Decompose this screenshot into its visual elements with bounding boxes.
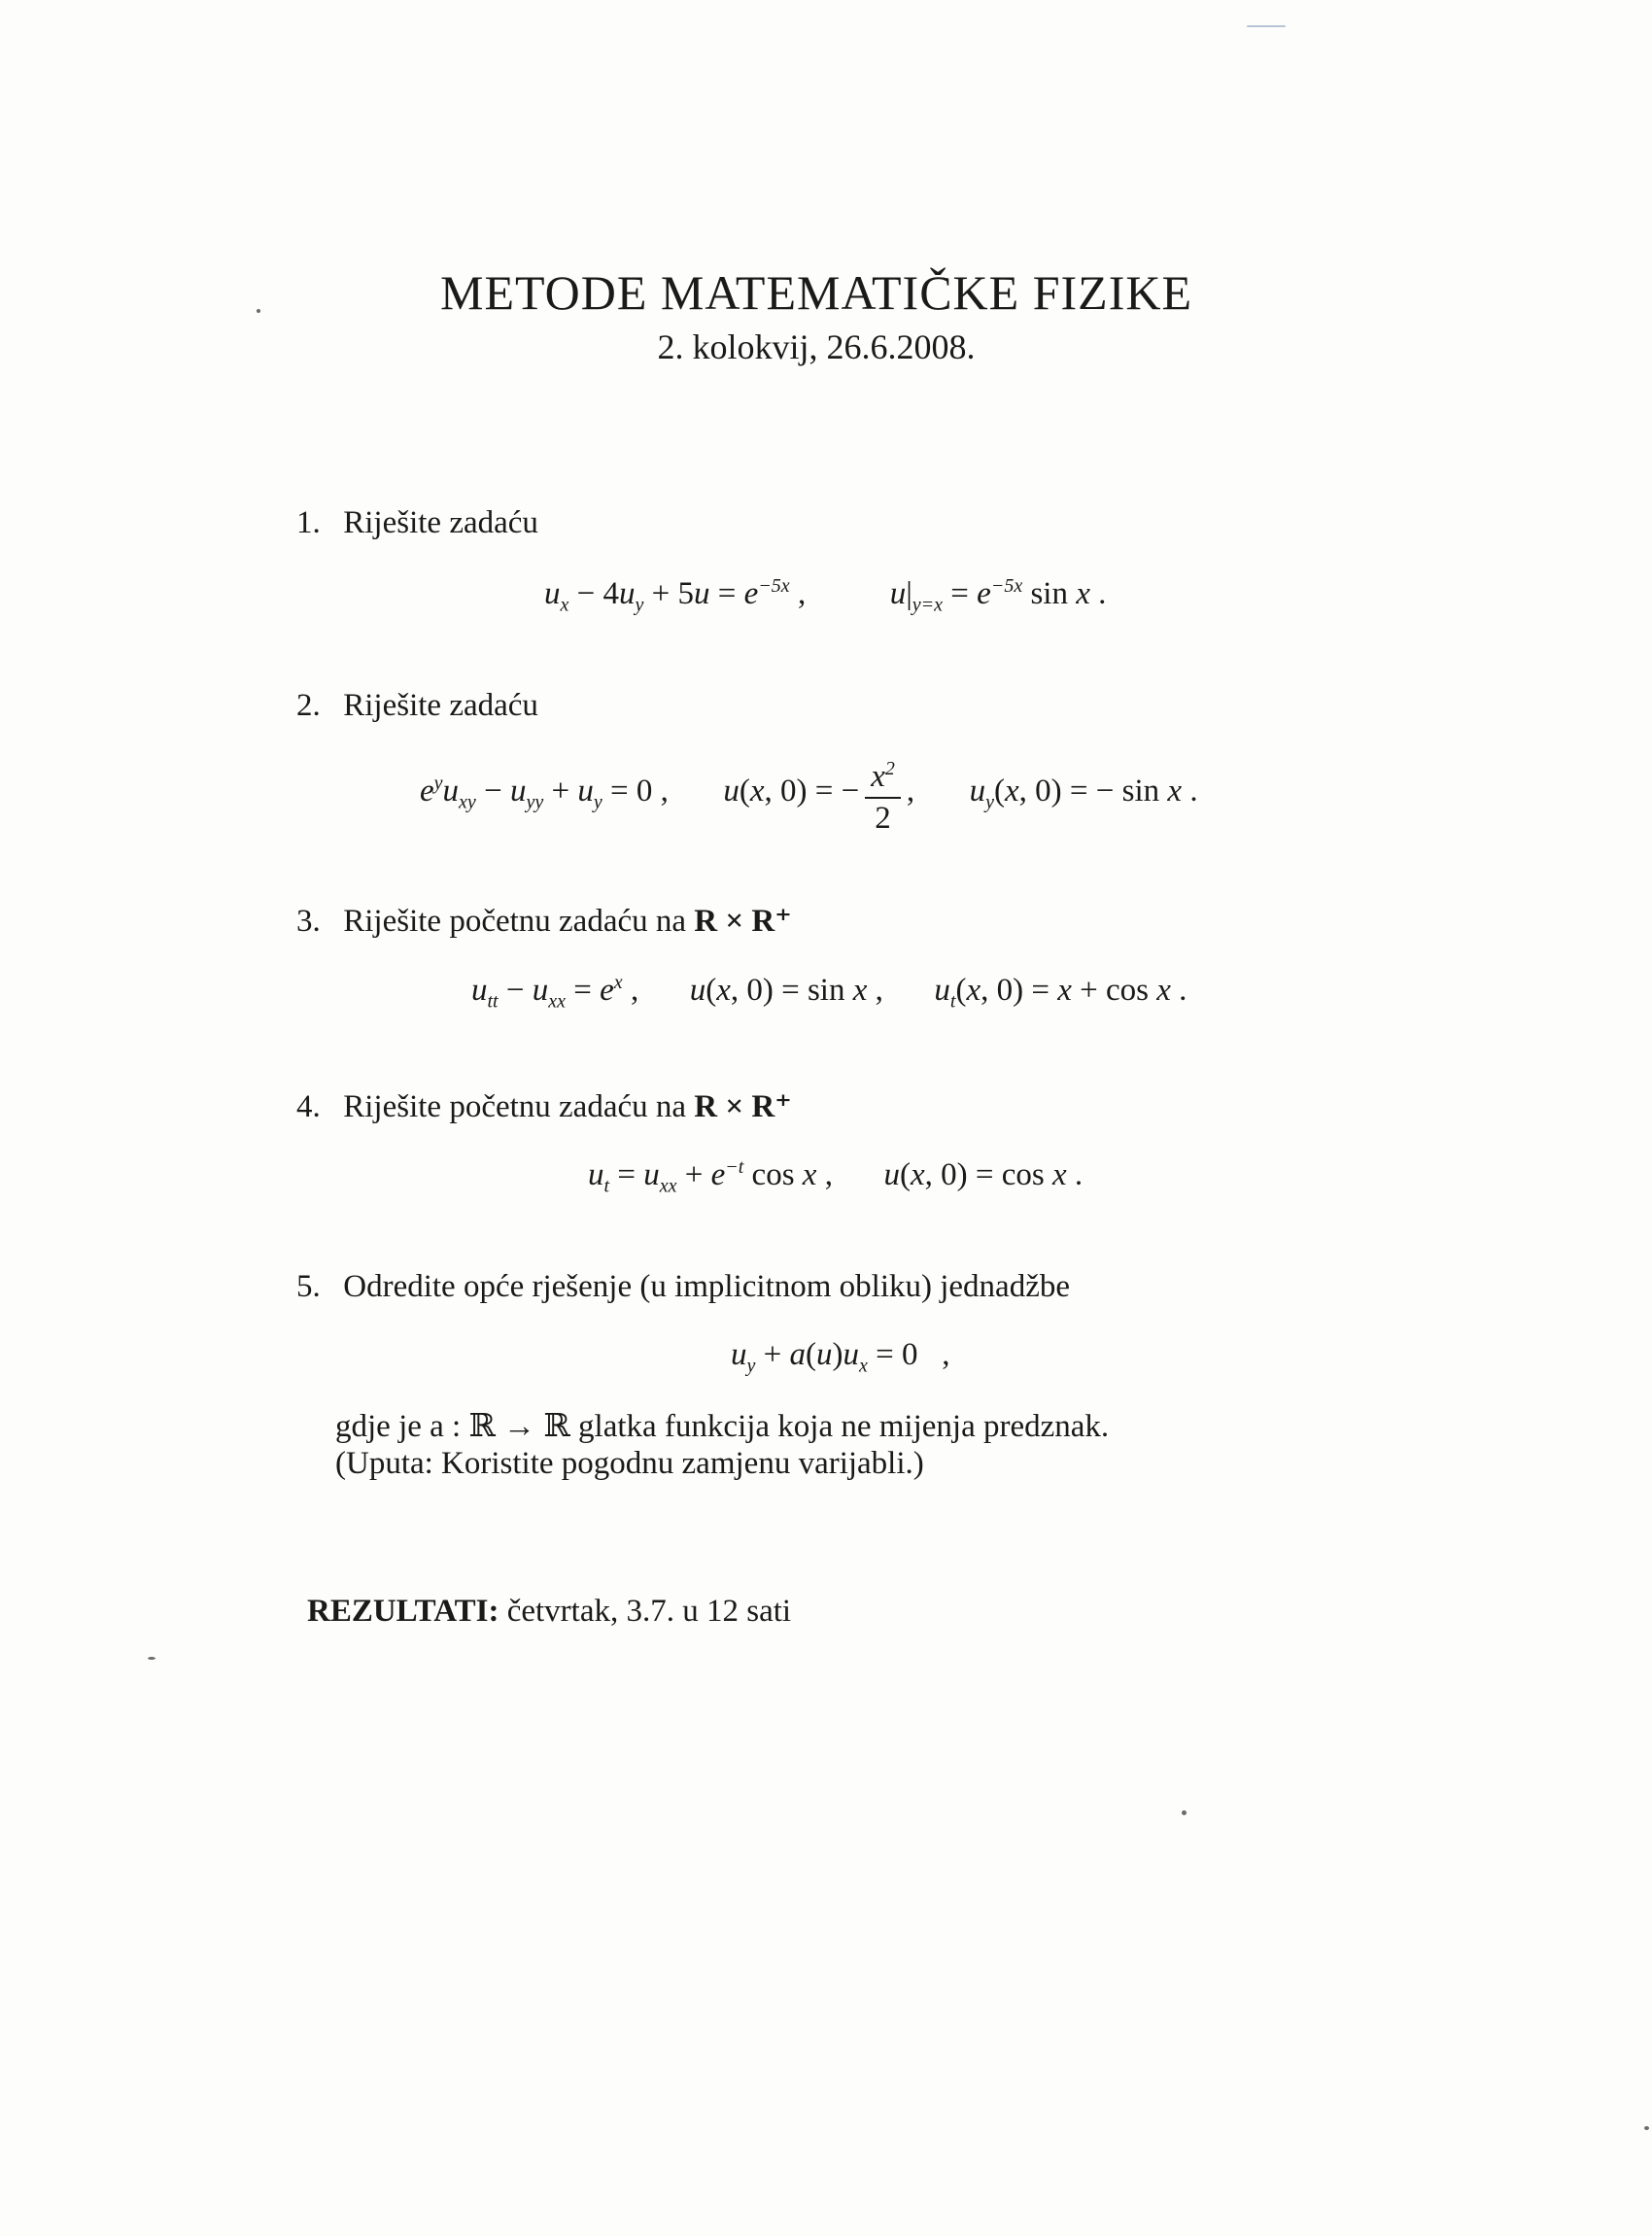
results-text: četvrtak, 3.7. u 12 sati [499,1594,792,1629]
page-subtitle: 2. kolokvij, 26.6.2008. [657,327,976,366]
problem-1-number: 1. [296,505,321,540]
problem-2-equation [420,748,1198,838]
problem-4-domain: R × R⁺ [694,1089,792,1124]
problem-5-note-line-1: gdje je a : ℝ → ℝ glatka funkcija koja ne mijenja predznak. [335,1409,1110,1444]
problem-3-equation [471,972,1187,1014]
problem-3-statement [296,901,792,940]
problem-2-equation-ic1: u(x, 0) = − $\frac{x^2}{2}$ , [723,774,914,808]
problem-5-note-line-2: (Uputa: Koristite pogodnu zamjenu varijabli.) [335,1446,924,1481]
problem-1-equation-condition: $u|_{y=x} = e^{-5x}$ sin x . [889,575,1107,616]
problem-4-number: 4. [296,1089,321,1124]
problem-5-equation-pde: $u_y + a(u)u_x = 0$ , [731,1337,950,1377]
page-title: METODE MATEMATIČKE FIZIKE [439,265,1193,320]
problem-4-equation-pde: $u_t = u_{xx} + e^{-t}$ cos x , [588,1156,833,1197]
problem-4-text: Riješite početnu zadaću na [343,1089,695,1124]
problem-3-equation-ic1: u(x, 0) = sin x , [689,973,883,1008]
problem-5-number: 5. [296,1269,321,1304]
problem-5-text: Odredite opće rješenje (u implicitnom obliku) jednadžbe [343,1269,1071,1304]
scan-speck [148,1657,155,1660]
problem-4-statement [296,1086,792,1125]
scan-speck [1182,1810,1187,1815]
scan-speck [1247,25,1286,27]
problem-3-text: Riješite početnu zadaću na [343,904,695,939]
results-line [307,1594,791,1630]
problem-2-equation-pde: $e^yu_{xy} - u_{yy} + u_y = 0$ , [420,772,669,813]
problem-3-number: 3. [296,904,321,939]
problem-5-statement [296,1269,1070,1305]
problem-2-text: Riješite zadaću [343,688,538,723]
results-label: REZULTATI: [307,1594,499,1629]
problem-2-statement [296,688,538,724]
problem-2-equation-ic2: $u_y(x$, 0) = − sin x . [969,773,1198,813]
problem-3-equation-pde: $u_{tt} - u_{xx} = e^x$ , [471,972,639,1013]
scan-speck [257,309,260,313]
scan-speck [1644,2126,1649,2130]
problem-3-equation-ic2: $u_t(x$, 0) = x + cos x . [934,973,1187,1013]
problem-1-statement [296,505,538,541]
problem-5-equation [731,1337,950,1378]
problem-1-text: Riješite zadaću [343,505,538,540]
problem-4-equation-ic: u(x, 0) = cos x . [883,1157,1084,1192]
problem-1-equation-lhs: $u_x - 4u_y + 5u = e^{-5x}$ , [544,575,807,616]
problem-4-equation [588,1156,1083,1198]
problem-1-equation [544,575,1106,617]
problem-2-number: 2. [296,688,321,723]
problem-3-domain: R × R⁺ [694,904,792,939]
